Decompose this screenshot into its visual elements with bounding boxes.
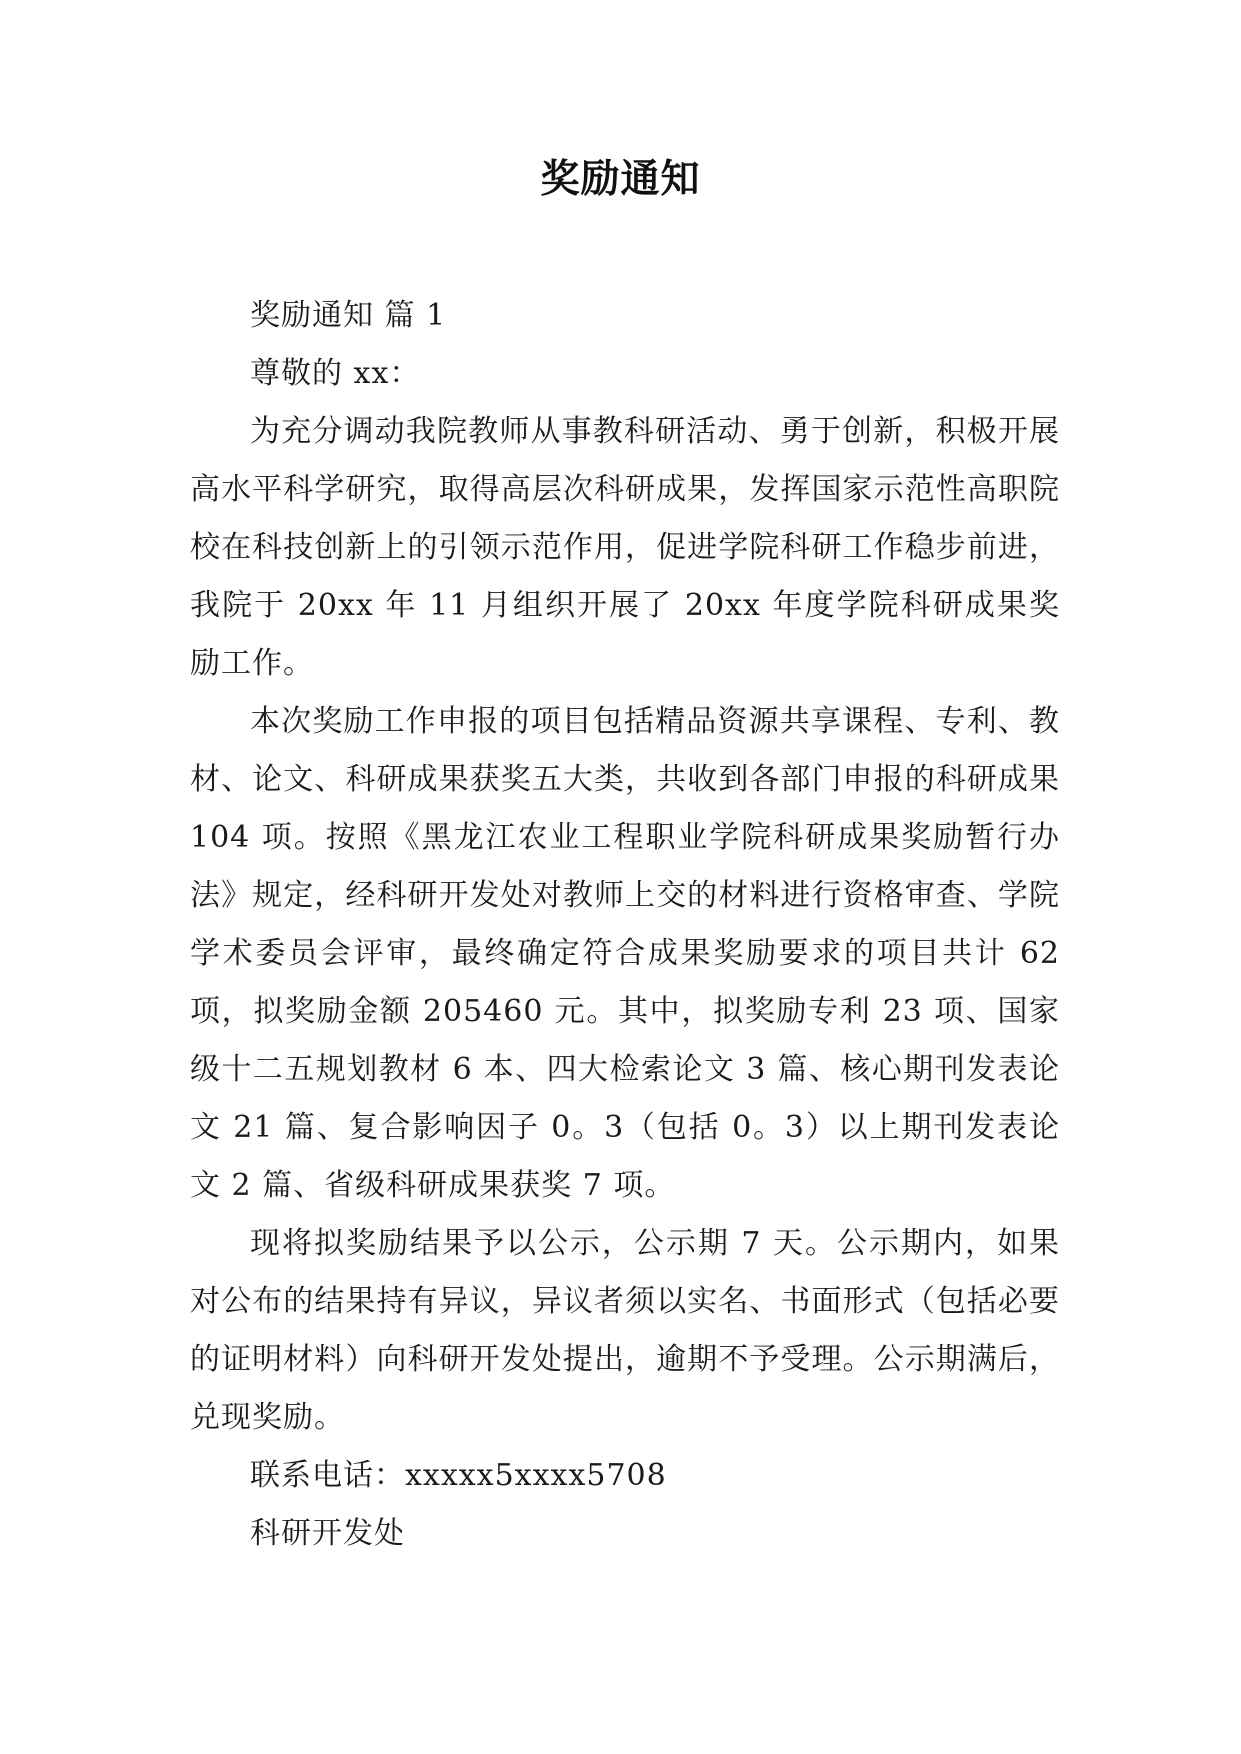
paragraph-purpose: 为充分调动我院教师从事教科研活动、勇于创新，积极开展高水平科学研究，取得高层次科研成果，发挥国家示范性高职院校在科技创新上的引领示范作用，促进学院科研工作稳步前进，我院于 20xx 年 11 月组织开展了 20xx 年度学院科研成果奖励工作。 [190, 414, 1060, 681]
signature: 科研开发处 [250, 1516, 405, 1551]
document-title: 奖励通知 [540, 157, 701, 202]
paragraph-details: 本次奖励工作申报的项目包括精品资源共享课程、专利、教材、论文、科研成果获奖五大类，共收到各部门申报的科研成果 104 项。按照《黑龙江农业工程职业学院科研成果奖励暂行办法》规定，经科研开发处对教师上交的材料进行资格审查、学院学术委员会评审，最终确定符合成果奖励要求的项目共计 62 项，拟奖励金额 205460 元。其中，拟奖励专利 23 项、国家级十二五规划教材 6 本、四大检索论文 3 篇、核心期刊发表论文 21 篇、复合影响因子 0。3（包括 0。3）以上期刊发表论文 2 篇、省级科研成果获奖 7 项。 [190, 704, 1060, 1203]
section-heading: 奖励通知 篇 1 [250, 298, 447, 333]
paragraph-publicity: 现将拟奖励结果予以公示，公示期 7 天。公示期内，如果对公布的结果持有异议，异议者须以实名、书面形式（包括必要的证明材料）向科研开发处提出，逾期不予受理。公示期满后，兑现奖励。 [190, 1226, 1060, 1435]
salutation: 尊敬的 xx： [250, 356, 421, 391]
contact-phone: 联系电话：xxxxx5xxxx5708 [250, 1458, 667, 1493]
document-body [190, 287, 1060, 1563]
